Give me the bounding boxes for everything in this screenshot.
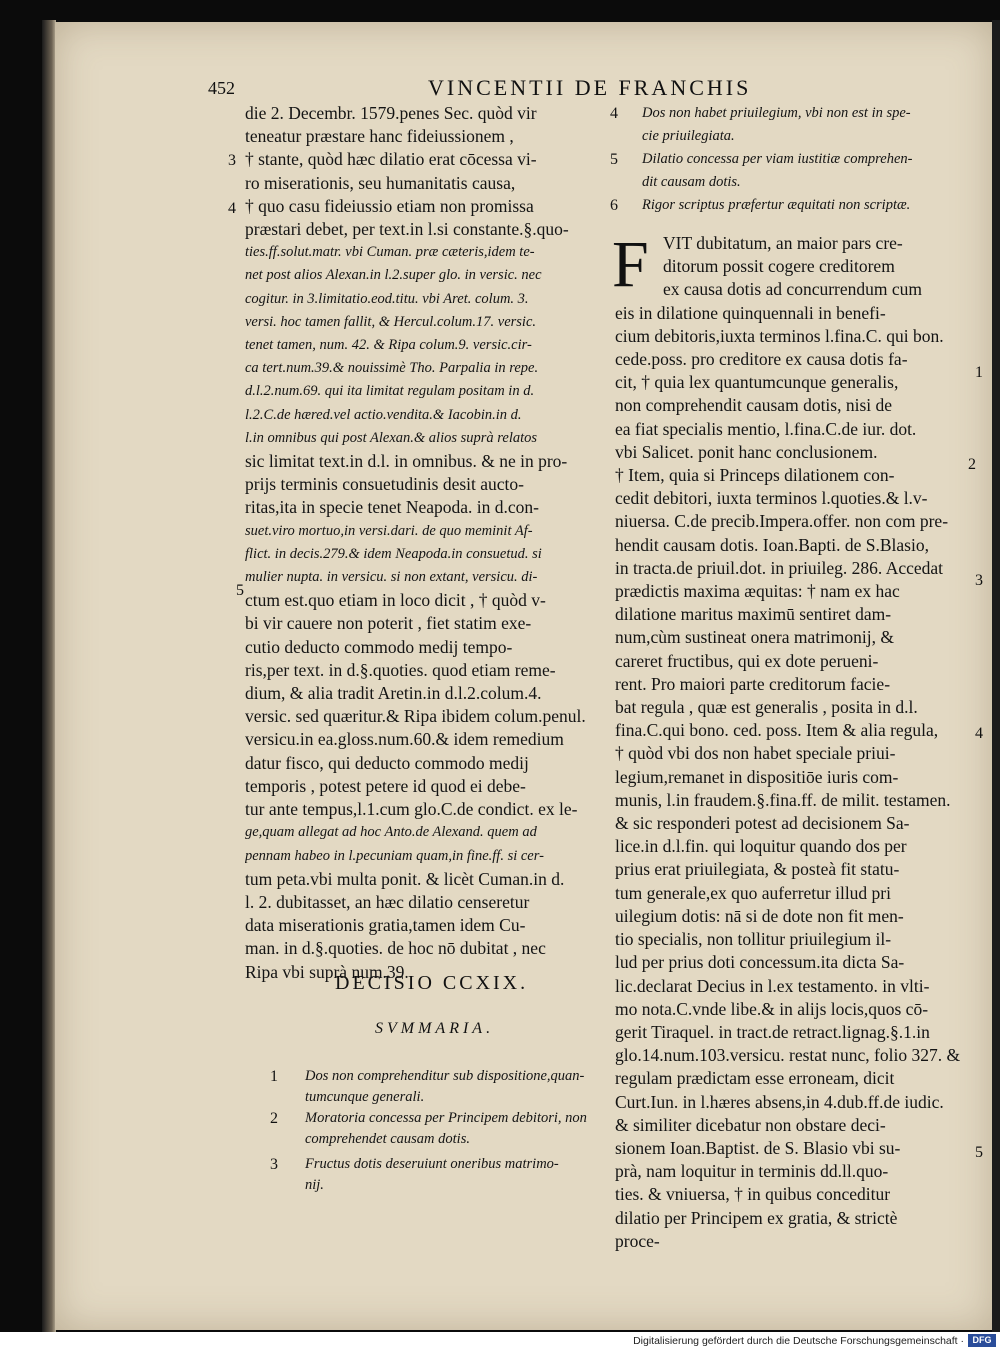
summary-item-text: tumcunque generali.	[305, 1089, 425, 1105]
text-line: versic. sed quæritur.& Ripa ibidem colum.penul.	[245, 706, 586, 727]
text-line: dilatio per Principem ex gratia, & strictè	[615, 1207, 898, 1228]
summary-line	[610, 102, 970, 125]
summary-item-text: Dos non habet priuilegium, vbi non est in spe-	[642, 105, 911, 121]
text-line: data miserationis gratia,tamen idem Cu-	[245, 915, 526, 936]
text-line: lic.declarat Decius in l.ex testamento. in vlti-	[615, 975, 930, 996]
right-margin-number: 3	[975, 572, 983, 589]
text-line: ritas,ita in specie tenet Neapoda. in d.con-	[245, 497, 539, 518]
footer-bar	[0, 1332, 1000, 1350]
text-line: cedit debitori, iuxta terminos l.quoties.& l.v-	[615, 488, 928, 509]
right-margin-number: 2	[968, 456, 976, 473]
text-line: temporis , potest petere id quod ei debe-	[245, 775, 526, 796]
text-line: mulier nupta. in versicu. si non extant, versicu. di-	[245, 569, 538, 586]
summary-item	[305, 1154, 605, 1196]
text-line: cutio deducto commodo medij tempo-	[245, 636, 513, 657]
summary-continuation	[610, 102, 970, 217]
summary-item-text: Dilatio concessa per viam iustitiæ comprehen-	[642, 151, 913, 167]
text-line: † quòd vbi dos non habet speciale priui-	[615, 743, 896, 764]
text-line: lud per prius doti concessum.ita dicta Sa-	[615, 952, 905, 973]
text-line: vbi Salicet. ponit hanc conclusionem.	[615, 441, 878, 462]
summary-item-text: comprehendet causam dotis.	[305, 1131, 470, 1147]
text-line: datur fisco, qui deducto commodo medij	[245, 752, 529, 773]
text-line: & similiter dicebatur non obstare deci-	[615, 1114, 886, 1135]
summary-item-text: Moratoria concessa per Principem debitori, non	[305, 1110, 587, 1126]
right-margin-number: 1	[975, 364, 983, 381]
text-line: tum peta.vbi multa ponit. & licèt Cuman.in d.	[245, 868, 565, 889]
text-line: fina.C.qui bono. ced. poss. Item & alia regula,	[615, 720, 939, 741]
page-binding-edge	[42, 20, 56, 1332]
text-line: ctum est.quo etiam in loco dicit , † quòd v-	[245, 590, 546, 611]
summary-item-text: dit causam dotis.	[642, 174, 741, 190]
summary-line	[610, 194, 970, 217]
summary-line	[610, 148, 970, 171]
text-line: tum generale,ex quo auferretur illud pri	[615, 882, 892, 903]
summary-item	[305, 1108, 605, 1150]
text-line: dium, & alia tradit Aretin.in d.l.2.colum.4.	[245, 683, 542, 704]
text-line: man. in d.§.quoties. de hoc nō dubitat , nec	[245, 938, 546, 959]
text-line: dilatione maritus maximū sentiret dam-	[615, 604, 892, 625]
summary-item-text: cie priuilegiata.	[642, 128, 735, 144]
right-margin-number: 4	[975, 725, 983, 742]
text-line: net post alios Alexan.in l.2.super glo. in versic. nec	[245, 267, 542, 284]
page-number: 452	[208, 78, 235, 98]
left-margin-number: 4	[228, 200, 236, 217]
text-line: regulam prædictam esse erroneam, dicit	[615, 1068, 895, 1089]
text-line: d.l.2.num.69. qui ita limitat regulam positam in d.	[245, 383, 535, 400]
text-line: munis, l.in fraudem.§.fina.ff. de milit. testamen.	[615, 789, 951, 810]
text-line: prà, nam loquitur in terminis dd.ll.quo-	[615, 1161, 889, 1182]
decisio-title: DECISIO CCXIX.	[335, 972, 529, 994]
text-line: † quo casu fideiussio etiam non promissa	[245, 195, 534, 216]
text-line: prius erat priuilegiata, & posteà fit statu-	[615, 859, 900, 880]
text-line: bat regula , quæ est generalis , posita in d.l.	[615, 697, 918, 718]
dfg-logo: DFG	[968, 1334, 996, 1347]
right-margin-number: 5	[975, 1144, 983, 1161]
text-line: l.in omnibus qui post Alexan.& alios suprà relatos	[245, 429, 538, 446]
text-line: l. 2. dubitasset, an hæc dilatio censeretur	[245, 891, 530, 912]
summary-item-number: 6	[610, 197, 618, 214]
text-line: tenet tamen, num. 42. & Ripa colum.9. versic.cir-	[245, 337, 532, 354]
text-line: ea fiat specialis mentio, l.fina.C.de iur. dot.	[615, 418, 917, 439]
text-line: pennam habeo in l.pecuniam quam,in fine.ff. si cer-	[245, 847, 544, 864]
text-line: VIT dubitatum, an maior pars cre-	[663, 233, 903, 253]
text-line: prijs terminis consuetudinis desit aucto-	[245, 474, 524, 495]
summary-item-text: nij.	[305, 1177, 324, 1193]
text-line: versicu.in ea.gloss.num.60.& idem remedium	[245, 729, 564, 750]
summary-item-number: 3	[270, 1156, 278, 1173]
text-line: die 2. Decembr. 1579.penes Sec. quòd vir	[245, 103, 537, 123]
text-line: flict. in decis.279.& idem Neapoda.in consuetud. si	[245, 545, 542, 562]
summaria-title: SVMMARIA.	[375, 1020, 495, 1037]
text-line: tur ante tempus,l.1.cum glo.C.de condict. ex le-	[245, 799, 578, 820]
text-line: non comprehendit causam dotis, nisi de	[615, 395, 893, 416]
text-line: & sic responderi potest ad decisionem Sa-	[615, 813, 910, 834]
text-line: mo nota.C.vnde libe.& in alijs locis,quos cō-	[615, 998, 929, 1019]
text-line: l.2.C.de hæred.vel actio.vendita.& Iacobin.in d.	[245, 406, 522, 423]
page-right-edge	[992, 20, 1000, 1332]
text-line: Ripa vbi suprà num.39.	[245, 961, 409, 982]
summary-item-number: 2	[270, 1110, 278, 1127]
text-line: gerit Tiraquel. in tract.de retract.lignag.§.1.in	[615, 1021, 930, 1042]
text-line: ditorum possit cogere creditorem	[663, 256, 895, 277]
text-line: cium debitoris,iuxta terminos l.fina.C. qui bon.	[615, 325, 944, 346]
left-text-column	[245, 102, 595, 984]
left-margin-number: 3	[228, 152, 236, 169]
text-line: prædictis maxima æquitas: † nam ex hac	[615, 581, 900, 602]
text-line: ties.ff.solut.matr. vbi Cuman. præ cæteris,idem te-	[245, 244, 535, 261]
right-text-column	[615, 232, 965, 1253]
text-line: sic limitat text.in d.l. in omnibus. & ne in pro-	[245, 451, 568, 472]
text-line: num,cùm sustineat onera matrimonij, &	[615, 627, 894, 648]
text-line: tio specialis, non tollitur priuilegium il-	[615, 929, 892, 950]
text-line: niuersa. C.de precib.Impera.offer. non com pre-	[615, 511, 949, 532]
text-line: eis in dilatione quinquennali in benefi-	[615, 302, 886, 323]
text-line: suet.viro mortuo,in versi.dari. de quo meminit Af-	[245, 522, 533, 539]
text-line: uilegium dotis: nā si de dote non fit men-	[615, 905, 904, 926]
text-line: ex causa dotis ad concurrendum cum	[663, 279, 923, 300]
summary-line	[610, 125, 970, 148]
text-line: sionem Ioan.Baptist. de S. Blasio vbi su-	[615, 1137, 901, 1158]
left-margin-number: 5	[236, 582, 244, 599]
summary-item-text: Fructus dotis deseruiunt oneribus matrimo-	[305, 1156, 559, 1172]
text-line: in tracta.de priuil.dot. in priuileg. 286. Accedat	[615, 557, 944, 578]
text-line: Curt.Iun. in l.hæres absens,in 4.dub.ff.de iudic.	[615, 1091, 944, 1112]
text-line: cogitur. in 3.limitatio.eod.titu. vbi Aret. colum. 3.	[245, 290, 529, 307]
summary-item	[305, 1066, 605, 1108]
summary-item-number: 1	[270, 1068, 278, 1085]
text-line: ca tert.num.39.& nouissimè Tho. Parpalia in repe.	[245, 360, 539, 377]
summary-item-text: Dos non comprehenditur sub dispositione,quan-	[305, 1068, 585, 1084]
text-line: ge,quam allegat ad hoc Anto.de Alexand. quem ad	[245, 824, 537, 841]
text-line: ris,per text. in d.§.quoties. quod etiam reme-	[245, 659, 556, 680]
text-line: † stante, quòd hæc dilatio erat cōcessa vi-	[245, 149, 537, 170]
text-line: bi vir cauere non poterit , fiet statim exe-	[245, 613, 532, 634]
text-line: proce-	[615, 1230, 660, 1251]
summary-item-text: Rigor scriptus præfertur æquitati non scriptæ.	[642, 197, 911, 213]
text-line: careret fructibus, qui ex dote perueni-	[615, 650, 879, 671]
text-line: legium,remanet in dispositiōe iuris com-	[615, 766, 899, 787]
drop-cap: F	[612, 228, 649, 301]
running-title: VINCENTII DE FRANCHIS	[428, 75, 752, 100]
summary-line	[610, 171, 970, 194]
text-line: cede.poss. pro creditore ex causa dotis fa-	[615, 349, 908, 370]
text-line: versi. hoc tamen fallit, & Hercul.colum.17. versic.	[245, 313, 537, 330]
text-line: ro miserationis, seu humanitatis causa,	[245, 172, 516, 193]
text-line: præstari debet, per text.in l.si constante.§.quo-	[245, 219, 569, 240]
text-line: hendit causam dotis. Ioan.Bapti. de S.Blasio,	[615, 534, 929, 555]
summary-item-number: 4	[610, 105, 618, 122]
text-line: lice.in d.l.fin. qui loquitur quando dos per	[615, 836, 907, 857]
summary-item-number: 5	[610, 151, 618, 168]
text-line: ties. & vniuersa, † in quibus conceditur	[615, 1184, 891, 1205]
text-line: cit, † quia lex quantumcunque generalis,	[615, 372, 899, 393]
text-line: rent. Pro maiori parte creditorum facie-	[615, 673, 891, 694]
footer-credit: Digitalisierung gefördert durch die Deutsche Forschungsgemeinschaft ·	[633, 1335, 964, 1347]
text-line: glo.14.num.103.versicu. restat nunc, folio 327. &	[615, 1045, 961, 1066]
text-line: † Item, quia si Princeps dilationem con-	[615, 465, 895, 486]
text-line: teneatur præstare hanc fideiussionem ,	[245, 126, 514, 147]
